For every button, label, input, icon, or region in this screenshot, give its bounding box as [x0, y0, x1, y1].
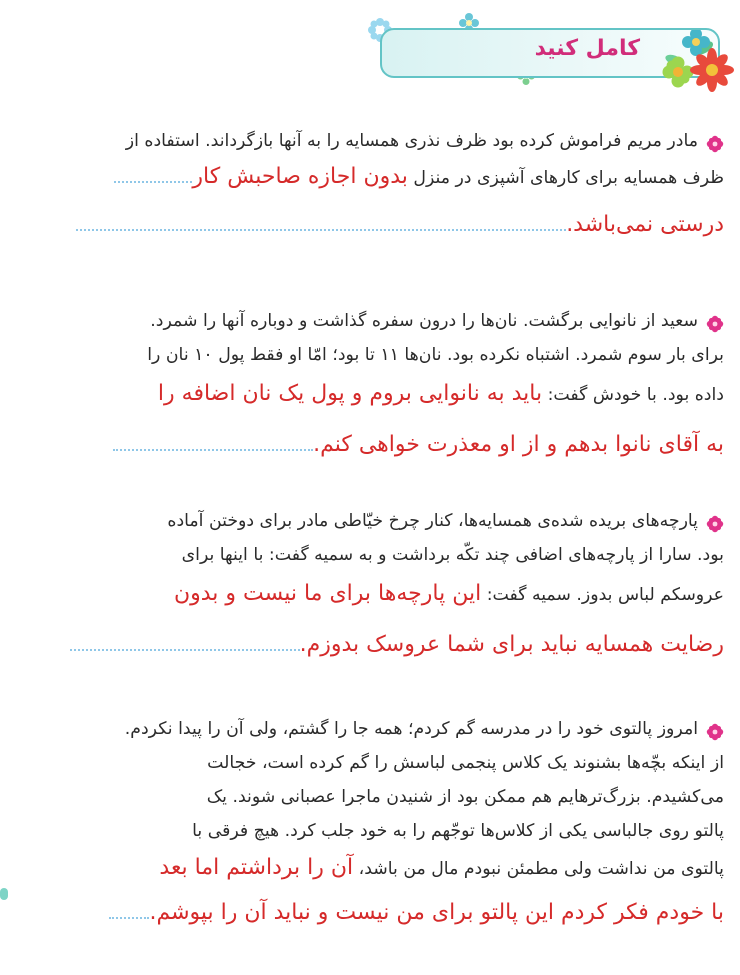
printed-line — [16, 814, 724, 848]
text-line: از اینکه بچّه‌ها بشنوند یک کلاس پنجمی لباسش را گم کرده است، خجالت — [207, 753, 724, 773]
printed-line — [16, 372, 724, 417]
exercise-item-4 — [16, 712, 724, 937]
printed-line — [16, 124, 724, 158]
handwritten-answer: بدون اجازه صاحبش کار — [192, 164, 408, 189]
handwritten-answer: این پارچه‌ها برای ما نیست و بدون — [173, 581, 482, 606]
text-line: عروسکم لباس بدوز. سمیه گفت: — [486, 585, 724, 605]
text-line: داده بود. با خودش گفت: — [547, 385, 724, 405]
printed-line — [16, 712, 724, 746]
page-edge-mark — [0, 888, 8, 900]
handwritten-answer: باید به نانوایی بروم و پول یک نان اضافه را — [157, 381, 543, 406]
flower-cluster-icon — [652, 30, 734, 100]
text-line: سعید از نانوایی برگشت. نان‌ها را درون سفره گذاشت و دوباره آنها را شمرد. — [150, 311, 698, 331]
exercise-item-3 — [16, 504, 724, 673]
handwritten-answer: با خودم فکر کردم این پالتو برای من نیست و نباید آن را بپوشم. — [149, 900, 724, 925]
dotted-answer-line — [109, 917, 149, 919]
pink-flower-bullet-icon — [706, 511, 724, 529]
dotted-answer-line — [113, 449, 313, 451]
printed-line — [16, 780, 724, 814]
handwritten-answer: آن را برداشتم اما بعد — [159, 855, 354, 880]
dotted-answer-line — [114, 181, 192, 183]
text-line: امروز پالتوی خود را در مدرسه گم کردم؛ همه جا را گشتم، ولی آن را پیدا نکردم. — [124, 719, 698, 739]
text-line: پارچه‌های بریده شده‌ی همسایه‌ها، کنار چرخ خیّاطی مادر برای دوختن آماده — [167, 511, 698, 531]
text-line: برای بار سوم شمرد. اشتباه نکرده بود. نان‌ها ۱۱ تا بود؛ امّا او فقط پول ۱۰ نان را — [147, 345, 724, 365]
handwritten-answer: رضایت همسایه نباید برای شما عروسک بدوزم. — [299, 632, 724, 657]
dotted-answer-line — [70, 649, 300, 651]
header-title: کامل کنید — [534, 36, 640, 61]
text-line: پالتوی من نداشت ولی مطمئن نبودم مال من باشد، — [358, 859, 724, 879]
printed-line — [16, 538, 724, 572]
pink-flower-bullet-icon — [706, 131, 724, 149]
printed-line — [16, 746, 724, 780]
handwritten-answer: درستی نمی‌باشد. — [566, 212, 724, 237]
text-line: ظرف همسایه برای کارهای آشپزی در منزل — [413, 168, 724, 188]
answer-line — [16, 417, 724, 473]
printed-line — [16, 848, 724, 889]
pink-flower-bullet-icon — [706, 719, 724, 737]
answer-line — [16, 617, 724, 673]
text-line: مادر مریم فراموش کرده بود ظرف نذری همسایه را به آنها بازگرداند. استفاده از — [125, 131, 698, 151]
printed-line — [16, 504, 724, 538]
printed-line — [16, 304, 724, 338]
answer-line — [16, 889, 724, 937]
dotted-answer-line — [76, 229, 566, 231]
handwritten-answer: به آقای نانوا بدهم و از او معذرت خواهی کنم. — [313, 432, 724, 457]
printed-line — [16, 338, 724, 372]
answer-line — [16, 197, 724, 253]
text-line: پالتو روی جالباسی یکی از کلاس‌ها توجّهم را به خود جلب کرد. هیچ فرقی با — [192, 821, 724, 841]
printed-line — [16, 572, 724, 617]
text-line: می‌کشیدم. بزرگ‌ترهایم هم ممکن بود از شنیدن ماجرا عصبانی شوند. یک — [206, 787, 724, 807]
exercise-item-2 — [16, 304, 724, 473]
pink-flower-bullet-icon — [706, 311, 724, 329]
text-line: بود. سارا از پارچه‌های اضافی چند تکّه برداشت و به سمیه گفت: با اینها برای — [181, 545, 724, 565]
printed-line — [16, 158, 724, 197]
exercise-item-1 — [16, 124, 724, 253]
